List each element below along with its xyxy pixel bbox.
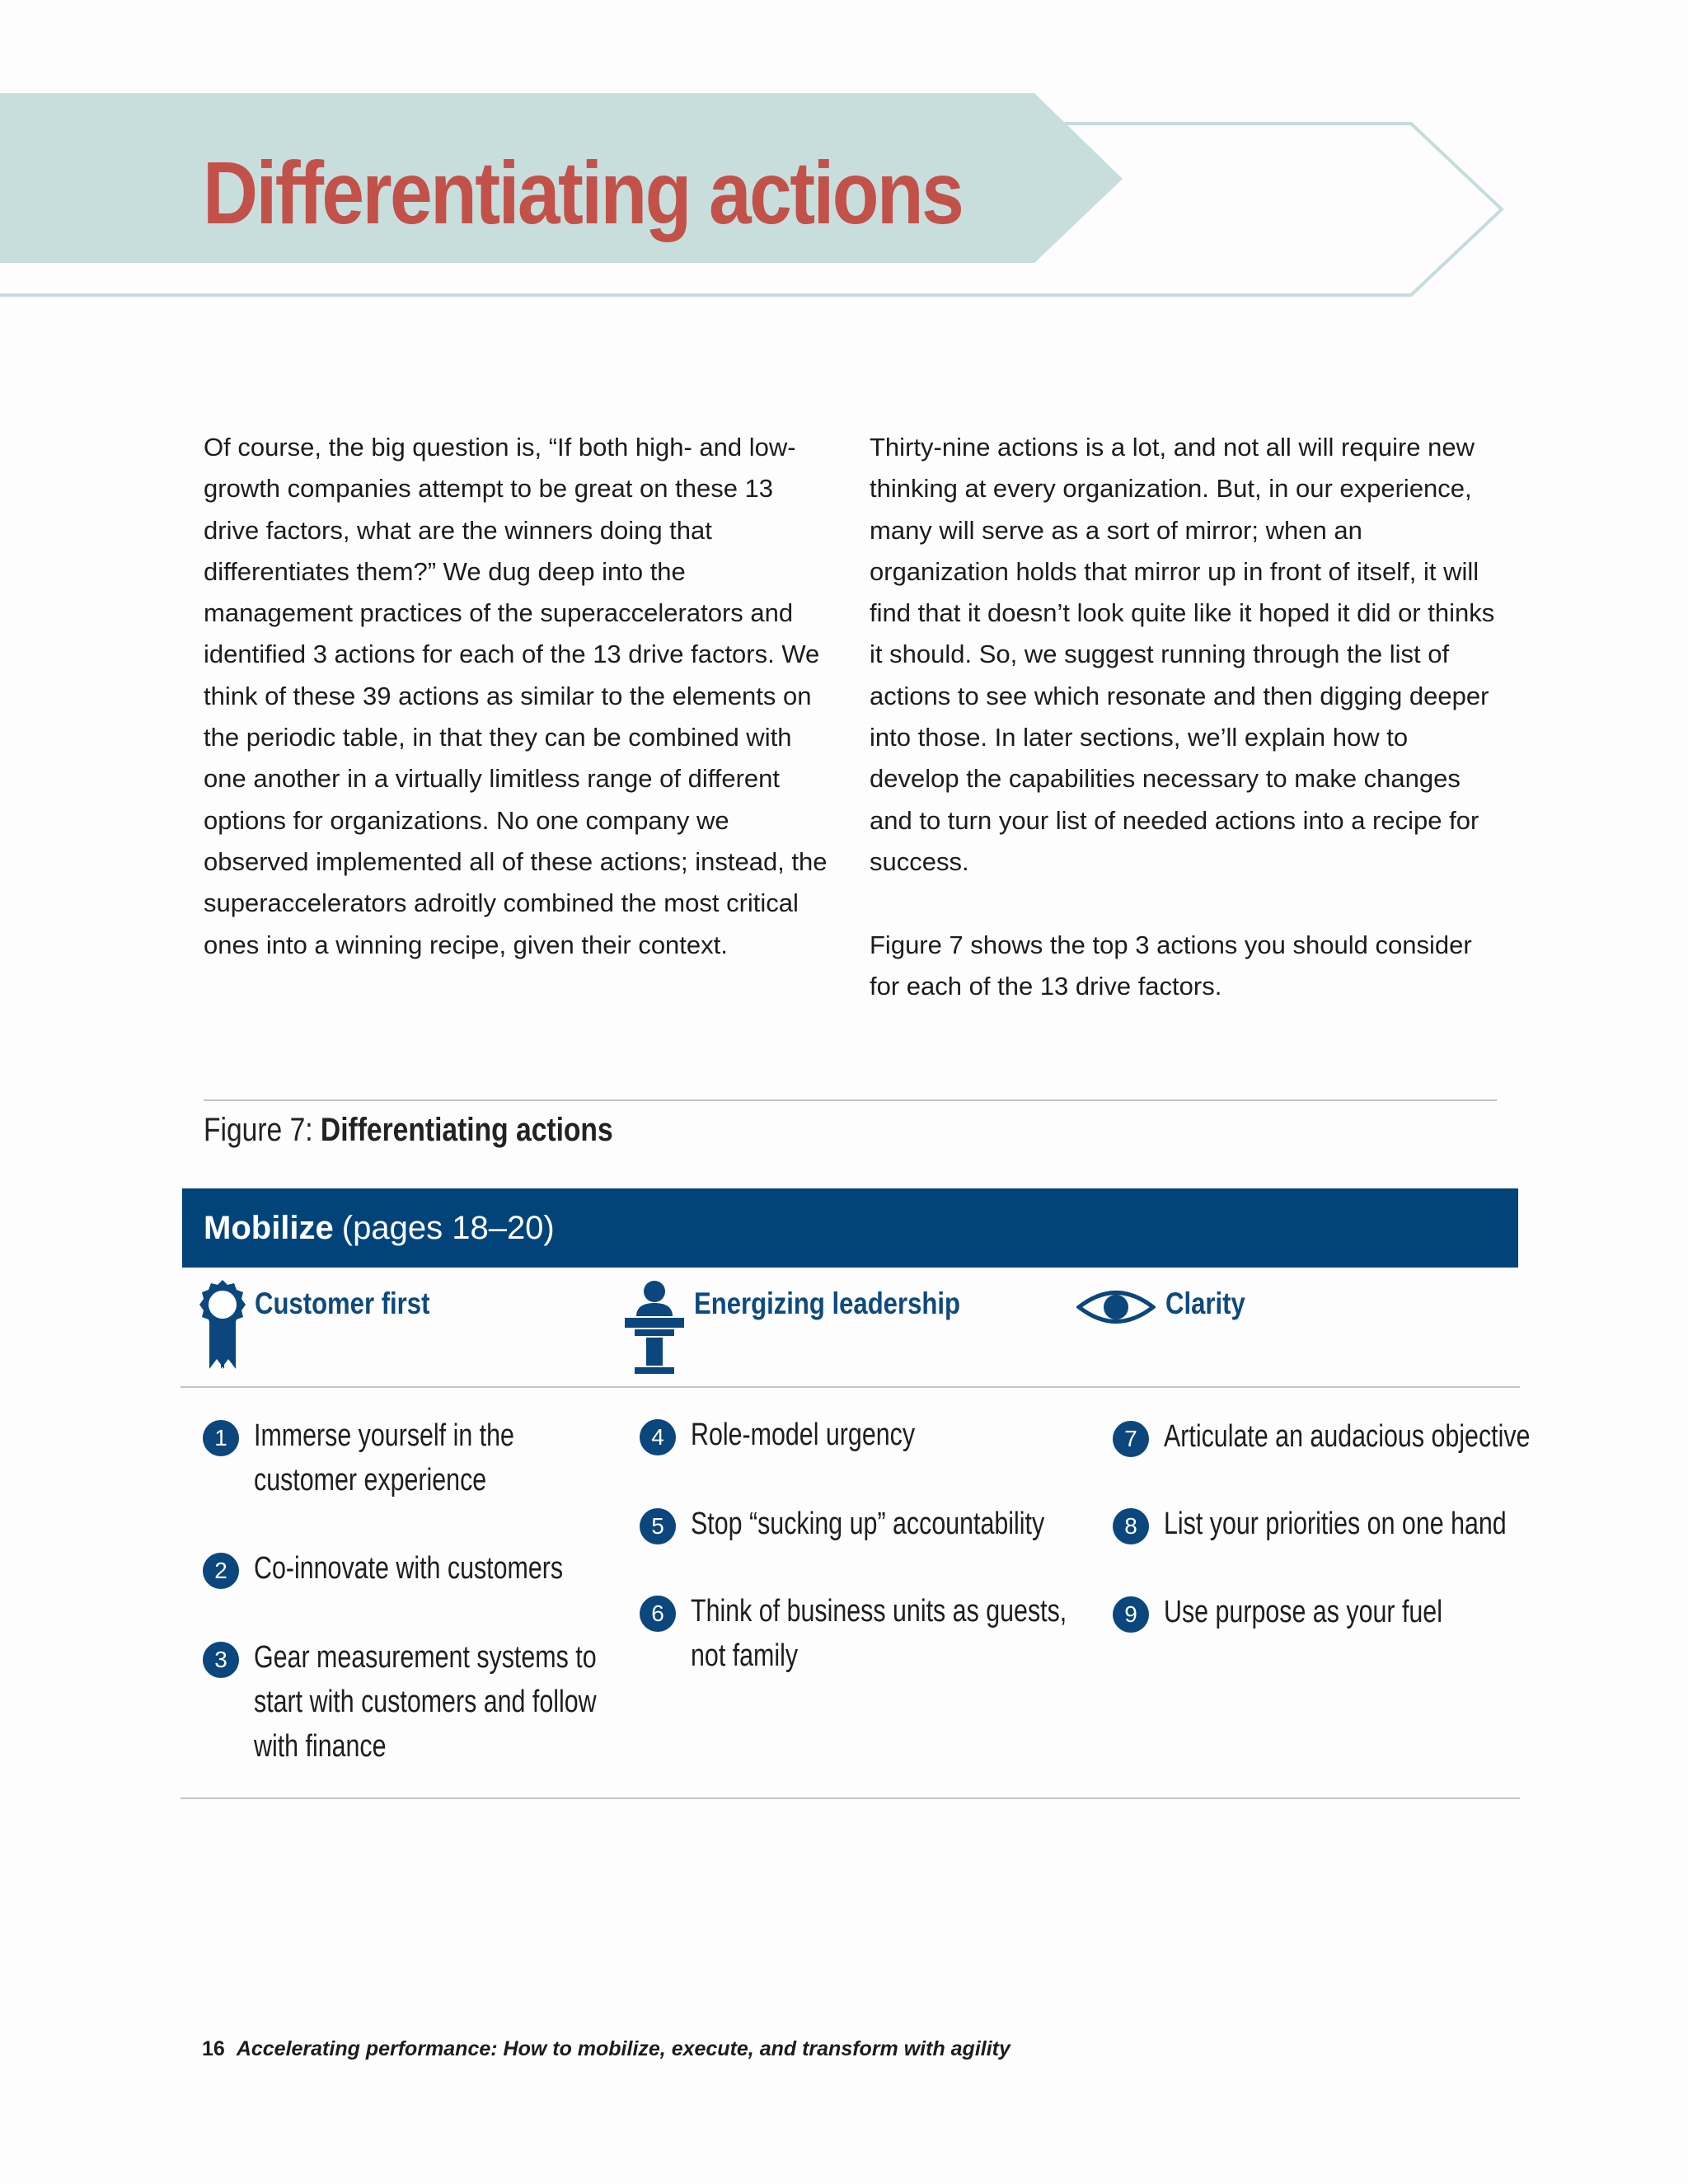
action-number-badge: 5 [640,1508,676,1544]
action-line: not family [691,1638,799,1673]
action-number-badge: 4 [640,1419,676,1455]
action-text [1164,1590,1442,1634]
action-line: Co-innovate with customers [254,1551,564,1586]
factor-header-rule [181,1386,1520,1388]
action-item-2 [203,1551,640,1591]
ribbon-award-icon [195,1278,251,1371]
page-footer [202,2037,1010,2061]
action-item-4 [640,1418,971,1457]
action-line: List your priorities on one hand [1164,1507,1507,1541]
figure-caption [204,1113,613,1146]
action-number-badge: 6 [640,1596,676,1632]
action-number-badge: 1 [203,1420,239,1456]
figure-caption-prefix: Figure 7: [204,1112,321,1148]
factor-title-clarity: Clarity [1165,1286,1245,1320]
action-number-badge: 2 [203,1553,239,1589]
action-item-1 [203,1418,579,1502]
action-number-badge: 8 [1113,1508,1149,1544]
figure-bottom-rule [181,1797,1520,1799]
body-paragraph: Figure 7 shows the top 3 actions you should consider for each of the 13 drive factors. [870,930,1472,1001]
section-name: Mobilize [204,1209,334,1246]
action-text [691,1413,915,1457]
action-line: Role-model urgency [691,1418,916,1452]
action-number-badge: 9 [1113,1596,1149,1633]
action-item-6 [640,1594,1160,1678]
podium-speaker-icon [625,1280,684,1376]
section-header-mobilize [182,1188,1518,1268]
action-text [254,1635,597,1769]
page-title: Differentiating actions [203,143,963,242]
factor-title-customer-first: Customer first [255,1286,430,1320]
action-line: Articulate an audacious objective [1164,1419,1531,1454]
footer-publication-title: Accelerating performance: How to mobilize, execute, and transform with agility [236,2037,1010,2060]
action-text [691,1502,1044,1546]
action-line: Gear measurement systems to [254,1640,597,1675]
factor-title-energizing-leadership: Energizing leadership [694,1286,960,1320]
action-line: Think of business units as guests, [691,1594,1067,1629]
action-item-7 [1113,1419,1622,1459]
action-number-badge: 3 [203,1642,239,1678]
body-right-column [870,427,1504,1007]
action-line: Stop “sucking up” accountability [691,1507,1045,1541]
action-number-badge: 7 [1113,1421,1149,1457]
body-left-column [204,427,830,966]
section-pages: (pages 18–20) [341,1209,555,1246]
action-item-3 [203,1640,682,1769]
action-line: start with customers and follow [254,1685,597,1719]
action-item-5 [640,1507,1133,1546]
action-item-8 [1113,1507,1592,1546]
figure-caption-title: Differentiating actions [320,1112,613,1148]
action-text [691,1589,1067,1678]
action-line: customer experience [254,1463,487,1497]
action-line: with finance [254,1729,387,1764]
action-text [254,1546,563,1591]
action-text [1164,1414,1530,1459]
action-item-9 [1113,1595,1512,1634]
figure-top-rule [204,1099,1497,1101]
eye-icon [1076,1288,1156,1326]
body-paragraph: Thirty-nine actions is a lot, and not all will require new thinking at every organization. But, in our experience, many will serve as a sort of mirror; when an organization holds that mirror up in front of itself, it will find that it doesn’t look quite like it hoped it did or thinks it should. So, we suggest running through the list of actions to see which resonate and then digging deeper into those. In later sections, we’ll explain how to develop the capabilities necessary to make changes and to turn your list of needed actions into a recipe for success. [870,433,1495,876]
action-text [1164,1502,1507,1546]
action-line: Use purpose as your fuel [1164,1595,1442,1629]
footer-page-number: 16 [202,2037,225,2060]
body-paragraph: Of course, the big question is, “If both high- and low-growth companies attempt to be great on these 13 drive factors, what are the winners doing that differentiates them?” We dug deep into the management practices of the superaccelerators and identified 3 actions for each of the 13 drive factors. We think of these 39 actions as similar to the elements on the periodic table, in that they can be combined with one another in a virtually limitless range of different options for organizations. No one company we observed implemented all of these actions; instead, the superaccelerators adroitly combined the most critical ones into a winning recipe, given their context. [204,433,828,959]
action-text [254,1413,514,1502]
action-line: Immerse yourself in the [254,1418,514,1453]
